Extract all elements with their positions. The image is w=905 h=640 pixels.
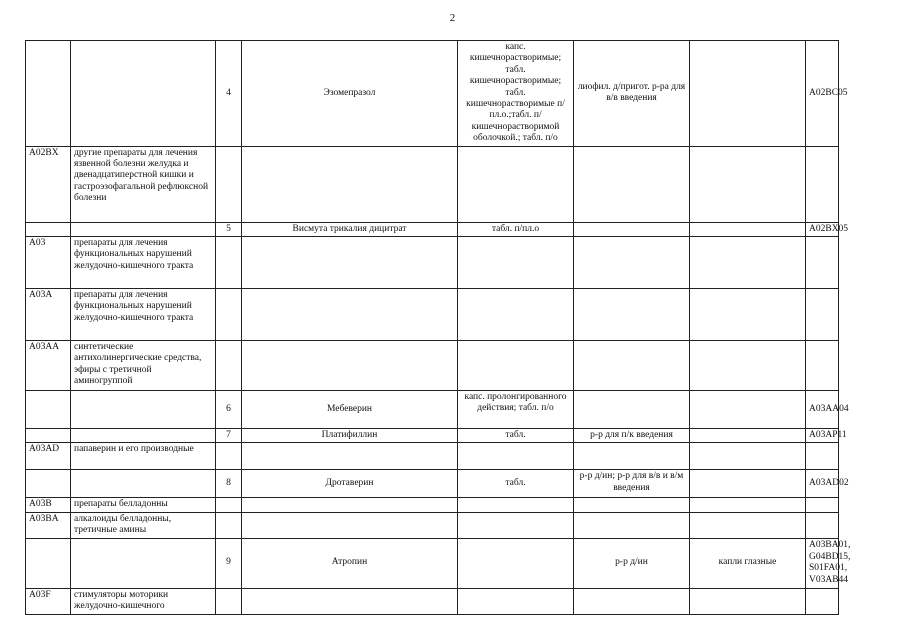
drug-number (216, 588, 242, 614)
drug-number: 6 (216, 390, 242, 428)
dosage-form-c (690, 443, 806, 470)
table-row (26, 443, 839, 470)
drug-number: 9 (216, 538, 242, 588)
table-row (26, 146, 839, 222)
table-row (26, 41, 839, 147)
atc-group-code (26, 390, 71, 428)
drug-name (242, 443, 458, 470)
dosage-form-b: р-р для п/к введения (574, 428, 690, 442)
dosage-form-a (458, 588, 574, 614)
drug-number (216, 288, 242, 340)
atc-group-code: A03AA (26, 340, 71, 390)
drug-name: Висмута трикалия дицитрат (242, 222, 458, 236)
dosage-form-b (574, 288, 690, 340)
dosage-form-a: табл. п/пл.о (458, 222, 574, 236)
dosage-form-a: капс. кишечнорастворимые; табл. кишечнорастворимые; табл. кишечнорастворимые п/пл.о.;табл. п/кишечнорастворимой оболочкой.; табл. п/о (458, 41, 574, 147)
atc-group-code (26, 41, 71, 147)
atc-group-name (71, 41, 216, 147)
atc-group-code: A03BA (26, 512, 71, 538)
dosage-form-b (574, 222, 690, 236)
dosage-form-c: капли глазные (690, 538, 806, 588)
drug-number: 8 (216, 470, 242, 498)
dosage-form-a (458, 146, 574, 222)
dosage-form-c (690, 498, 806, 512)
atc-code (806, 288, 839, 340)
table-row (26, 222, 839, 236)
dosage-form-c (690, 470, 806, 498)
table-row (26, 236, 839, 288)
dosage-form-c (690, 222, 806, 236)
atc-group-name: алкалоиды белладонны, третичные амины (71, 512, 216, 538)
table-row (26, 498, 839, 512)
atc-group-code (26, 222, 71, 236)
drug-number (216, 146, 242, 222)
dosage-form-b: р-р д/ин (574, 538, 690, 588)
atc-code (806, 443, 839, 470)
atc-code: A03AP11 (806, 428, 839, 442)
drug-number (216, 443, 242, 470)
atc-code: A02BC05 (806, 41, 839, 147)
dosage-form-a (458, 340, 574, 390)
atc-code (806, 588, 839, 614)
atc-group-name: синтетические антихолинергические средства, эфиры с третичной аминогруппой (71, 340, 216, 390)
drug-name (242, 512, 458, 538)
dosage-form-a: табл. (458, 428, 574, 442)
table-row (26, 288, 839, 340)
atc-group-code: A02BX (26, 146, 71, 222)
atc-code: A02BX05 (806, 222, 839, 236)
dosage-form-c (690, 146, 806, 222)
atc-group-name: препараты белладонны (71, 498, 216, 512)
table-row (26, 588, 839, 614)
atc-code (806, 236, 839, 288)
dosage-form-b (574, 390, 690, 428)
drug-name: Платифиллин (242, 428, 458, 442)
drug-name (242, 340, 458, 390)
dosage-form-b (574, 588, 690, 614)
drug-number: 5 (216, 222, 242, 236)
drug-number (216, 498, 242, 512)
dosage-form-a (458, 236, 574, 288)
dosage-form-b (574, 512, 690, 538)
atc-group-code: A03 (26, 236, 71, 288)
drug-name: Мебеверин (242, 390, 458, 428)
drug-number: 4 (216, 41, 242, 147)
atc-group-code (26, 470, 71, 498)
atc-group-name (71, 470, 216, 498)
dosage-form-c (690, 41, 806, 147)
atc-code: A03AD02 (806, 470, 839, 498)
drug-number: 7 (216, 428, 242, 442)
table-row (26, 538, 839, 588)
dosage-form-c (690, 390, 806, 428)
page-number: 2 (449, 12, 456, 24)
atc-code (806, 498, 839, 512)
drug-number (216, 236, 242, 288)
dosage-form-c (690, 288, 806, 340)
dosage-form-c (690, 340, 806, 390)
atc-group-code (26, 538, 71, 588)
atc-group-code: A03B (26, 498, 71, 512)
drug-name (242, 146, 458, 222)
atc-group-code: A03AD (26, 443, 71, 470)
dosage-form-b (574, 236, 690, 288)
drug-number (216, 340, 242, 390)
atc-code (806, 146, 839, 222)
drug-name (242, 498, 458, 512)
dosage-form-b (574, 146, 690, 222)
atc-code (806, 512, 839, 538)
table-row (26, 428, 839, 442)
atc-group-name (71, 538, 216, 588)
dosage-form-b (574, 443, 690, 470)
table-row (26, 340, 839, 390)
drug-table (25, 40, 851, 615)
atc-group-name: папаверин и его производные (71, 443, 216, 470)
drug-name: Атропин (242, 538, 458, 588)
atc-group-code: A03F (26, 588, 71, 614)
dosage-form-b: р-р д/ин; р-р для в/в и в/м введения (574, 470, 690, 498)
dosage-form-c (690, 236, 806, 288)
atc-group-name: препараты для лечения функциональных нарушений желудочно-кишечного тракта (71, 288, 216, 340)
table-row (26, 512, 839, 538)
dosage-form-b (574, 340, 690, 390)
atc-group-code: A03A (26, 288, 71, 340)
atc-group-name (71, 428, 216, 442)
dosage-form-c (690, 588, 806, 614)
dosage-form-a: капс. пролонгированного действия; табл. п/о (458, 390, 574, 428)
atc-group-code (26, 428, 71, 442)
drug-name: Дротаверин (242, 470, 458, 498)
dosage-form-b: лиофил. д/пригот. р-ра для в/в введения (574, 41, 690, 147)
dosage-form-a (458, 512, 574, 538)
atc-group-name (71, 390, 216, 428)
table-row (26, 390, 839, 428)
atc-code (806, 340, 839, 390)
dosage-form-a (458, 538, 574, 588)
dosage-form-b (574, 498, 690, 512)
atc-group-name: препараты для лечения функциональных нарушений желудочно-кишечного тракта (71, 236, 216, 288)
dosage-form-a: табл. (458, 470, 574, 498)
dosage-form-c (690, 428, 806, 442)
atc-group-name: другие препараты для лечения язвенной болезни желудка и двенадцатиперстной кишки и гастроэзофагальной рефлюксной болезни (71, 146, 216, 222)
dosage-form-a (458, 443, 574, 470)
atc-code: A03AA04 (806, 390, 839, 428)
dosage-form-a (458, 498, 574, 512)
atc-group-name: стимуляторы моторики желудочно-кишечного (71, 588, 216, 614)
drug-name (242, 588, 458, 614)
dosage-form-a (458, 288, 574, 340)
drug-name (242, 288, 458, 340)
drug-name: Эзомепразол (242, 41, 458, 147)
atc-code: A03BA01, G04BD15, S01FA01, V03AB44 (806, 538, 839, 588)
atc-group-name (71, 222, 216, 236)
drug-number (216, 512, 242, 538)
drug-name (242, 236, 458, 288)
table-row (26, 470, 839, 498)
dosage-form-c (690, 512, 806, 538)
